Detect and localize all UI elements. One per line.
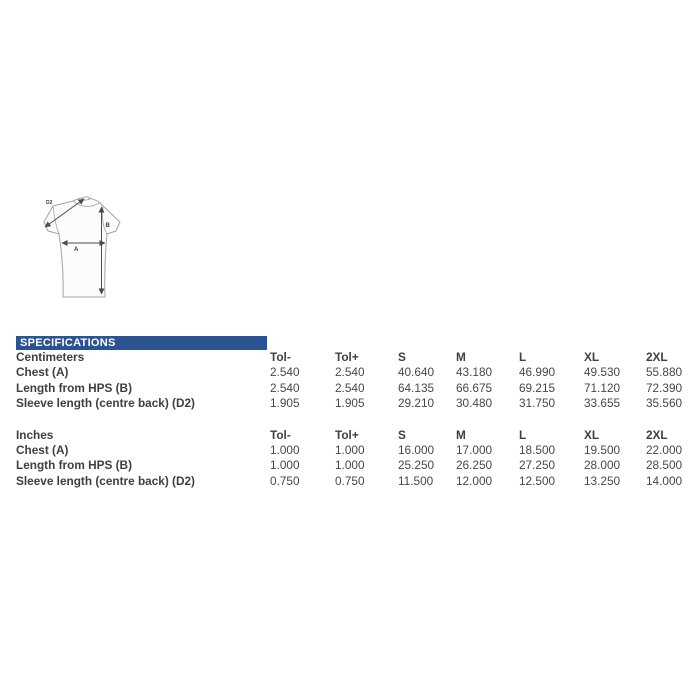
value-cell: 43.180 [456, 365, 493, 380]
value-cell: 29.210 [398, 396, 435, 411]
tshirt-measurement-diagram [22, 186, 132, 311]
value-cell: 71.120 [584, 380, 621, 395]
value-cell: 1.000 [335, 443, 365, 458]
value-cell: 16.000 [398, 443, 435, 458]
diagram-label-a: A [74, 247, 79, 253]
value-cell: 19.500 [584, 443, 621, 458]
inches-table [16, 428, 694, 490]
size-column-header: XL [584, 427, 600, 442]
value-cell: 28.000 [584, 458, 621, 473]
value-cell: 72.390 [646, 380, 683, 395]
row-label: Chest (A) [16, 365, 69, 380]
size-column-header: L [519, 427, 527, 442]
size-column-header: M [456, 350, 466, 364]
value-cell: 2.540 [270, 365, 300, 380]
size-column-header: Tol+ [335, 350, 359, 364]
value-cell: 11.500 [398, 473, 434, 488]
specifications-header: SPECIFICATIONS [16, 336, 267, 350]
size-column-header: 2XL [646, 350, 668, 364]
size-column-header: Tol- [270, 427, 291, 442]
value-cell: 2.540 [335, 365, 365, 380]
value-cell: 35.560 [646, 396, 683, 411]
value-cell: 33.655 [584, 396, 621, 411]
value-cell: 27.250 [519, 458, 556, 473]
diagram-label-b: B [105, 223, 110, 229]
measurement-tables [16, 350, 694, 489]
size-column-header: S [398, 350, 406, 364]
unit-label: Inches [16, 427, 54, 442]
size-column-header: XL [584, 350, 600, 364]
row-label: Sleeve length (centre back) (D2) [16, 473, 195, 488]
unit-label: Centimeters [16, 350, 85, 364]
value-cell: 1.000 [270, 458, 300, 473]
centimeters-table [16, 350, 694, 412]
value-cell: 17.000 [456, 443, 493, 458]
size-column-header: 2XL [646, 427, 668, 442]
size-column-header: Tol- [270, 350, 291, 364]
value-cell: 55.880 [646, 365, 683, 380]
value-cell: 22.000 [646, 443, 683, 458]
size-column-header: S [398, 427, 406, 442]
size-column-header: Tol+ [335, 427, 359, 442]
value-cell: 12.000 [456, 473, 493, 488]
value-cell: 40.640 [398, 365, 435, 380]
value-cell: 25.250 [398, 458, 435, 473]
value-cell: 66.675 [456, 380, 493, 395]
value-cell: 2.540 [335, 380, 365, 395]
value-cell: 2.540 [270, 380, 300, 395]
value-cell: 64.135 [398, 380, 435, 395]
value-cell: 12.500 [519, 473, 556, 488]
row-label: Length from HPS (B) [16, 380, 132, 395]
value-cell: 18.500 [519, 443, 556, 458]
value-cell: 1.000 [270, 443, 300, 458]
value-cell: 14.000 [646, 473, 683, 488]
size-column-header: L [519, 350, 527, 364]
value-cell: 1.905 [270, 396, 300, 411]
value-cell: 1.905 [335, 396, 365, 411]
row-label: Length from HPS (B) [16, 458, 132, 473]
value-cell: 26.250 [456, 458, 493, 473]
row-label: Chest (A) [16, 443, 69, 458]
row-label: Sleeve length (centre back) (D2) [16, 396, 195, 411]
value-cell: 31.750 [519, 396, 556, 411]
value-cell: 69.215 [519, 380, 556, 395]
value-cell: 49.530 [584, 365, 621, 380]
value-cell: 0.750 [270, 473, 300, 488]
tshirt-outline [44, 197, 120, 298]
value-cell: 13.250 [584, 473, 621, 488]
value-cell: 46.990 [519, 365, 556, 380]
value-cell: 30.480 [456, 396, 493, 411]
value-cell: 0.750 [335, 473, 365, 488]
diagram-label-d2: D2 [46, 200, 53, 206]
value-cell: 28.500 [646, 458, 683, 473]
value-cell: 1.000 [335, 458, 365, 473]
size-column-header: M [456, 427, 466, 442]
